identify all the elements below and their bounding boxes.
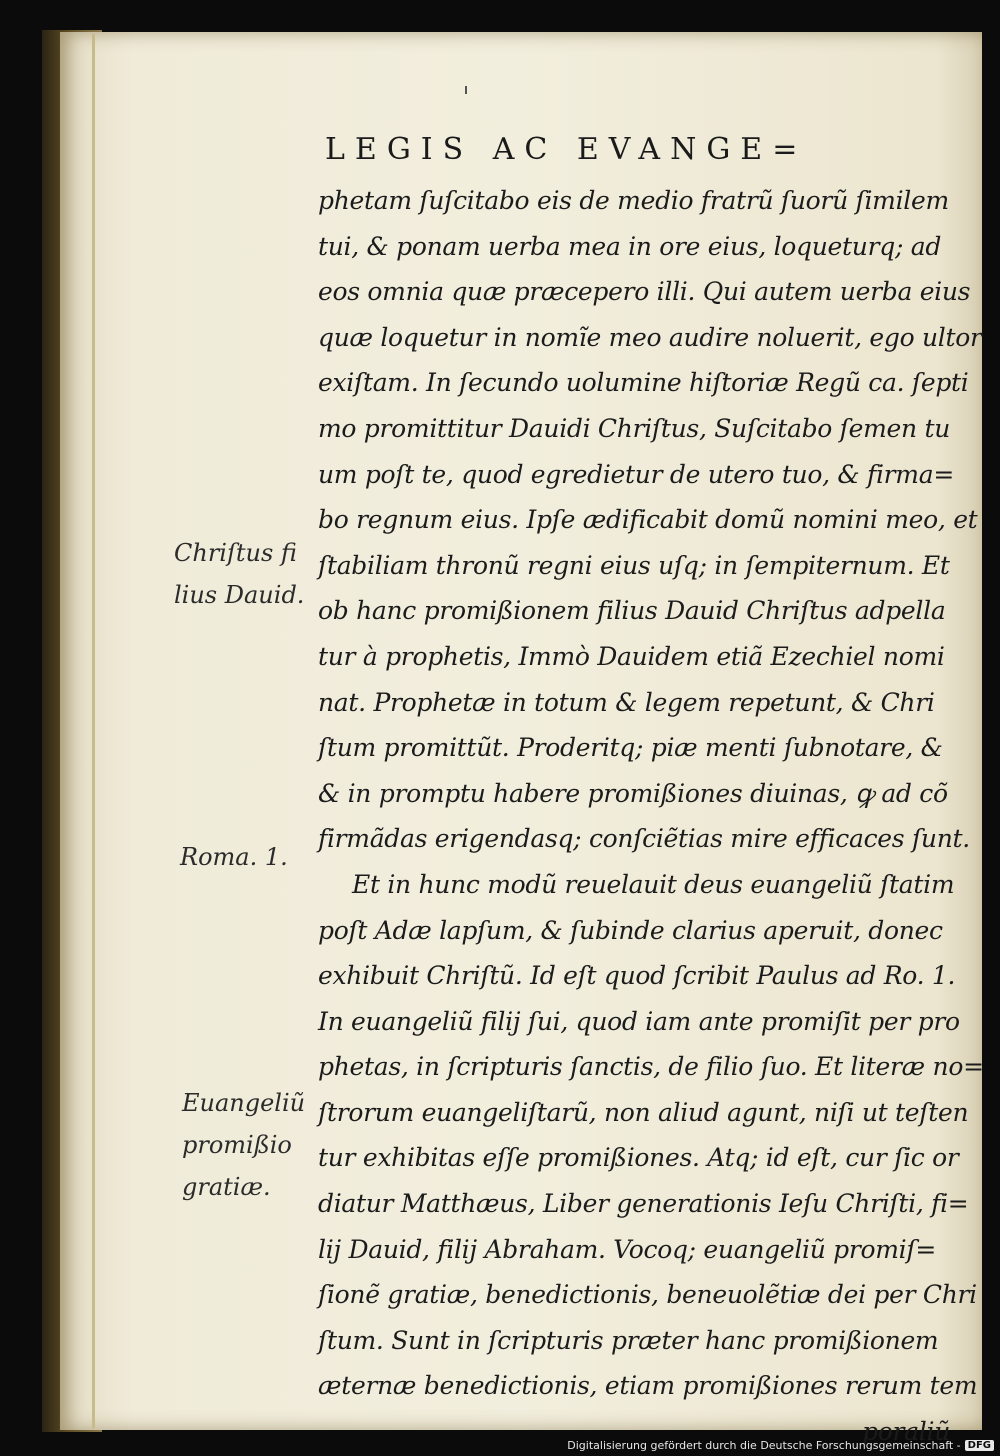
- text-line: eos omnia quæ præcepero illi. Qui autem uerba eius: [318, 277, 971, 307]
- text-line: exiſtam. In ſecundo uolumine hiſtoriæ Regũ ca. ſepti: [318, 368, 969, 398]
- dfg-logo-icon: DFG: [965, 1440, 994, 1451]
- margin-note-line: lius Dauid.: [174, 581, 305, 609]
- text-line: ſtum. Sunt in ſcripturis præter hanc promißionem: [318, 1325, 939, 1355]
- margin-note-evangelium: [182, 1082, 322, 1208]
- text-line: tur à prophetis, Immò Dauidem etiã Ezechiel nomi: [318, 641, 945, 671]
- text-line: lij Dauid, filij Abraham. Vocoq; euangeliũ promiſ=: [318, 1234, 936, 1264]
- margin-note-roma: [180, 836, 320, 878]
- text-line: phetas, in ſcripturis ſanctis, de filio ſuo. Et literæ no=: [318, 1052, 984, 1082]
- margin-note-line: Euangeliũ: [182, 1089, 306, 1117]
- text-line: nat. Prophetæ in totum & legem repetunt, & Chri: [318, 687, 935, 717]
- text-line: poſt Adæ lapſum, & ſubinde clarius aperuit, donec: [318, 915, 943, 945]
- page-gutter: [92, 34, 95, 1428]
- margin-note-line: promißio: [182, 1131, 292, 1159]
- margin-note-line: gratiæ.: [182, 1173, 271, 1201]
- margin-note-christus: [174, 532, 314, 616]
- text-line: ſtrorum euangeliſtarũ, non aliud agunt, niſi ut teſten: [318, 1097, 969, 1127]
- text-line: firmãdas erigendasq; conſciẽtias mire efficaces ſunt.: [318, 824, 970, 854]
- text-line: ſionẽ gratiæ, benedictionis, beneuolẽtiæ dei per Chri: [318, 1280, 977, 1310]
- text-line: diatur Matthæus, Liber generationis Ieſu Chriſti, fi=: [318, 1189, 969, 1219]
- margin-note-line: Chriſtus fi: [174, 539, 297, 567]
- catchword: poraliũ: [862, 1417, 950, 1447]
- text-line: mo promittitur Dauidi Chriſtus, Suſcitabo ſemen tu: [318, 413, 951, 443]
- text-line: exhibuit Chriſtũ. Id eſt quod ſcribit Paulus ad Ro. 1.: [318, 961, 956, 991]
- footer-text: Digitalisierung gefördert durch die Deutsche Forschungsgemeinschaft -: [567, 1439, 961, 1452]
- text-line: & in promptu habere promißiones diuinas, ꝙ ad cõ: [318, 778, 948, 808]
- text-line: tui, & ponam uerba mea in ore eius, loqueturq; ad: [318, 231, 942, 261]
- text-line: quæ loquetur in nomĩe meo audire noluerit, ego ultor: [318, 322, 982, 352]
- margin-note-line: Roma. 1.: [180, 843, 288, 871]
- running-head: LEGIS AC EVANGE=: [325, 132, 808, 167]
- text-line: um poſt te, quod egredietur de utero tuo, & firma=: [318, 459, 954, 489]
- text-line: ſtabiliam thronũ regni eius uſq; in ſempiternum. Et: [318, 550, 950, 580]
- text-line: ob hanc promißionem filius Dauid Chriſtus adpella: [318, 596, 946, 626]
- text-line: In euangeliũ filij ſui, quod iam ante promiſit per pro: [318, 1006, 960, 1036]
- text-line: æternæ benedictionis, etiam promißiones rerum tem: [318, 1371, 978, 1401]
- text-line: bo regnum eius. Ipſe ædificabit domũ nomini meo, et: [318, 505, 978, 535]
- text-line: phetam ſuſcitabo eis de medio fratrũ ſuorũ ſimilem: [318, 186, 949, 215]
- text-line: ſtum promittũt. Proderitq; piæ menti ſubnotare, &: [318, 733, 943, 763]
- text-line-paragraph-start: Et in hunc modũ reuelauit deus euangeliũ ſtatim: [352, 869, 955, 899]
- page-mark: [465, 86, 467, 94]
- text-line: tur exhibitas eſſe promißiones. Atq; id eſt, cur ſic or: [318, 1143, 959, 1173]
- digitization-footer: [567, 1439, 994, 1452]
